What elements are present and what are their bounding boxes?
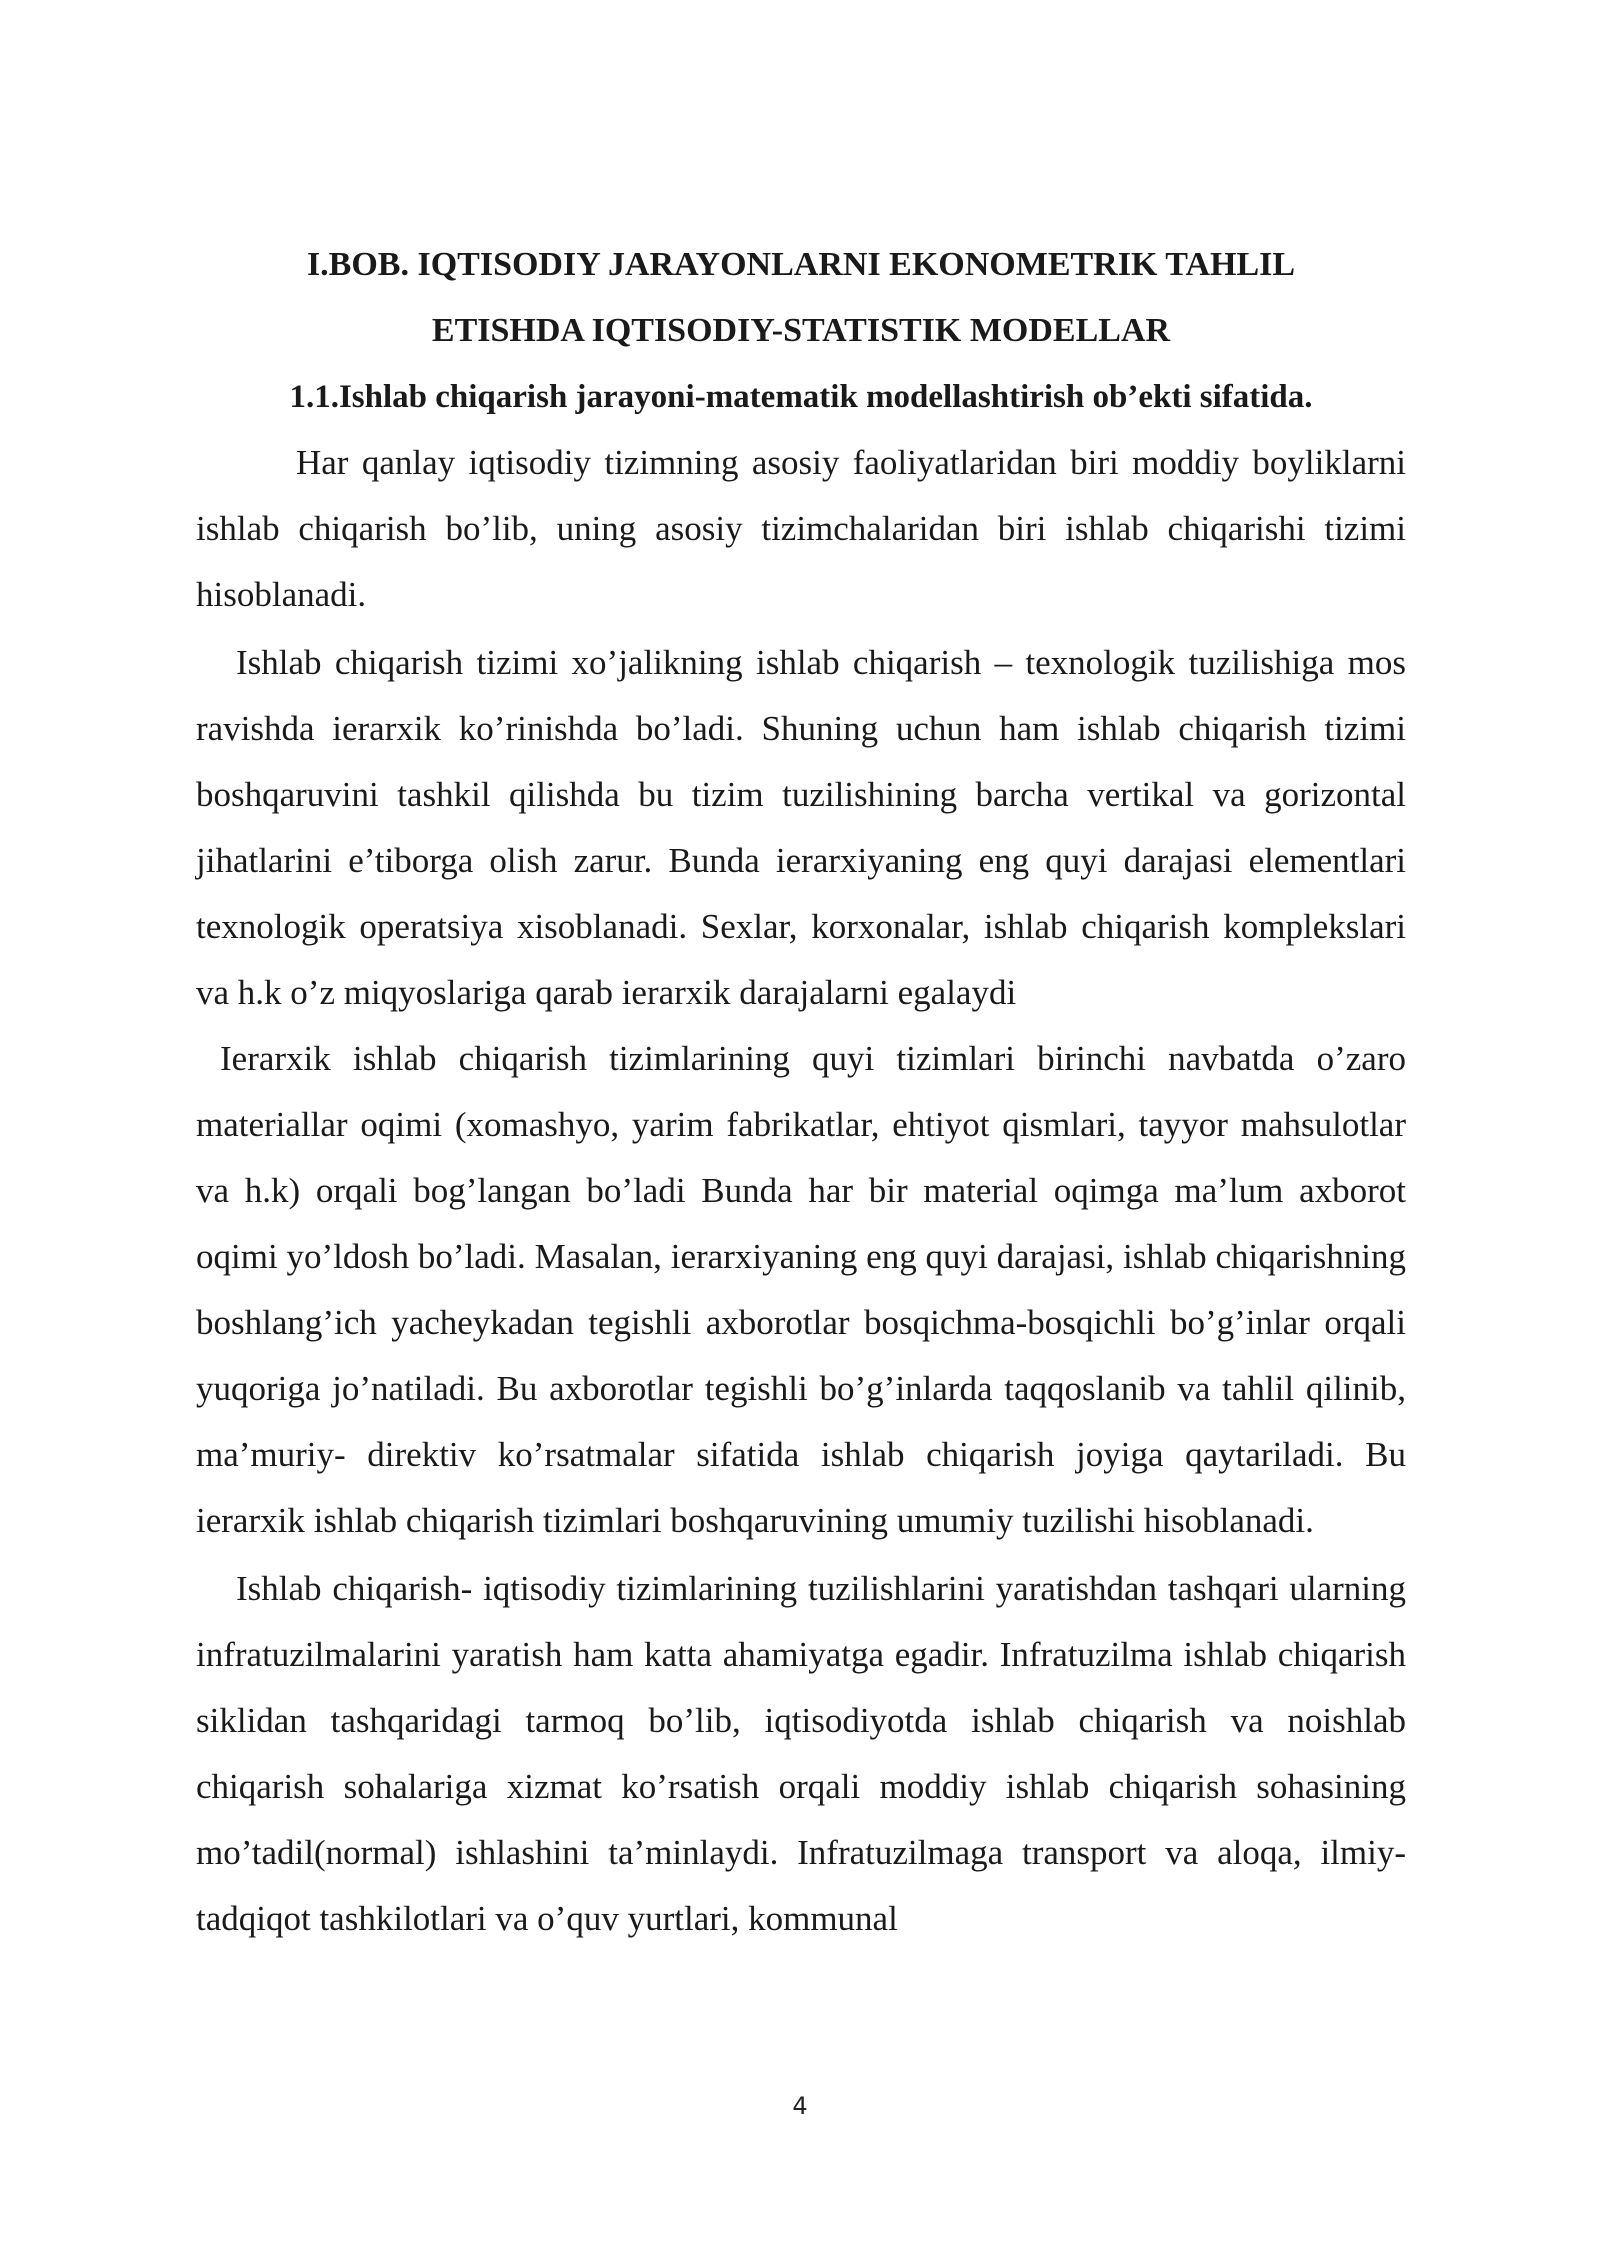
chapter-title-line-1: I.BOB. IQTISODIY JARAYONLARNI EKONOMETRIK TAHLIL [306, 246, 1296, 283]
page-number: 4 [792, 2092, 808, 2120]
chapter-title [196, 232, 1406, 364]
paragraph: Ishlab chiqarish tizimi xo’jalikning ishlab chiqarish – texnologik tuzilishiga mos ravishda ierarxik ko’rinishda bo’ladi. Shuning uchun ham ishlab chiqarish tizimi boshqaruvini tashkil qilishda bu tizim tuzilishining barcha vertikal va gorizontal jihatlarini e’tiborga olish zarur. Bunda ierarxiyaning eng quyi darajasi elementlari texnologik operatsiya xisoblanadi. Sexlar, korxonalar, ishlab chiqarish komplekslari va h.k o’z miqyoslariga qarab ierarxik darajalarni egalaydi [196, 643, 1406, 1012]
document-page [196, 232, 1406, 1952]
chapter-title-line-2: ETISHDA IQTISODIY-STATISTIK MODELLAR [431, 312, 1171, 349]
paragraph: Har qanlay iqtisodiy tizimning asosiy faoliyatlaridan biri moddiy boyliklarni ishlab chiqarish bo’lib, uning asosiy tizimchalaridan biri ishlab chiqarishi tizimi hisoblanadi. [196, 443, 1406, 614]
paragraph: Ierarxik ishlab chiqarish tizimlarining quyi tizimlari birinchi navbatda o’zaro materiallar oqimi (xomashyo, yarim fabrikatlar, ehtiyot qismlari, tayyor mahsulotlar va h.k) orqali bog’langan bo’ladi Bunda har bir material oqimga ma’lum axborot oqimi yo’ldosh bo’ladi. Masalan, ierarxiyaning eng quyi darajasi, ishlab chiqarishning boshlang’ich yacheykadan tegishli axborotlar bosqichma-bosqichli bo’g’inlar orqali yuqoriga jo’natiladi. Bu axborotlar tegishli bo’g’inlarda taqqoslanib va tahlil qilinib, ma’muriy- direktiv ko’rsatmalar sifatida ishlab chiqarish joyiga qaytariladi. Bu ierarxik ishlab chiqarish tizimlari boshqaruvining umumiy tuzilishi hisoblanadi. [196, 1039, 1406, 1540]
paragraph: Ishlab chiqarish- iqtisodiy tizimlarining tuzilishlarini yaratishdan tashqari ularning infratuzilmalarini yaratish ham katta ahamiyatga egadir. Infratuzilma ishlab chiqarish siklidan tashqaridagi tarmoq bo’lib, iqtisodiyotda ishlab chiqarish va noishlab chiqarish sohalariga xizmat ko’rsatish orqali moddiy ishlab chiqarish sohasining mo’tadil(normal) ishlashini ta’minlaydi. Infratuzilmaga transport va aloqa, ilmiy-tadqiqot tashkilotlari va o’quv yurtlari, kommunal [196, 1569, 1406, 1938]
section-title: 1.1.Ishlab chiqarish jarayoni-matematik modellashtirish ob’ekti sifatida. [289, 379, 1313, 415]
